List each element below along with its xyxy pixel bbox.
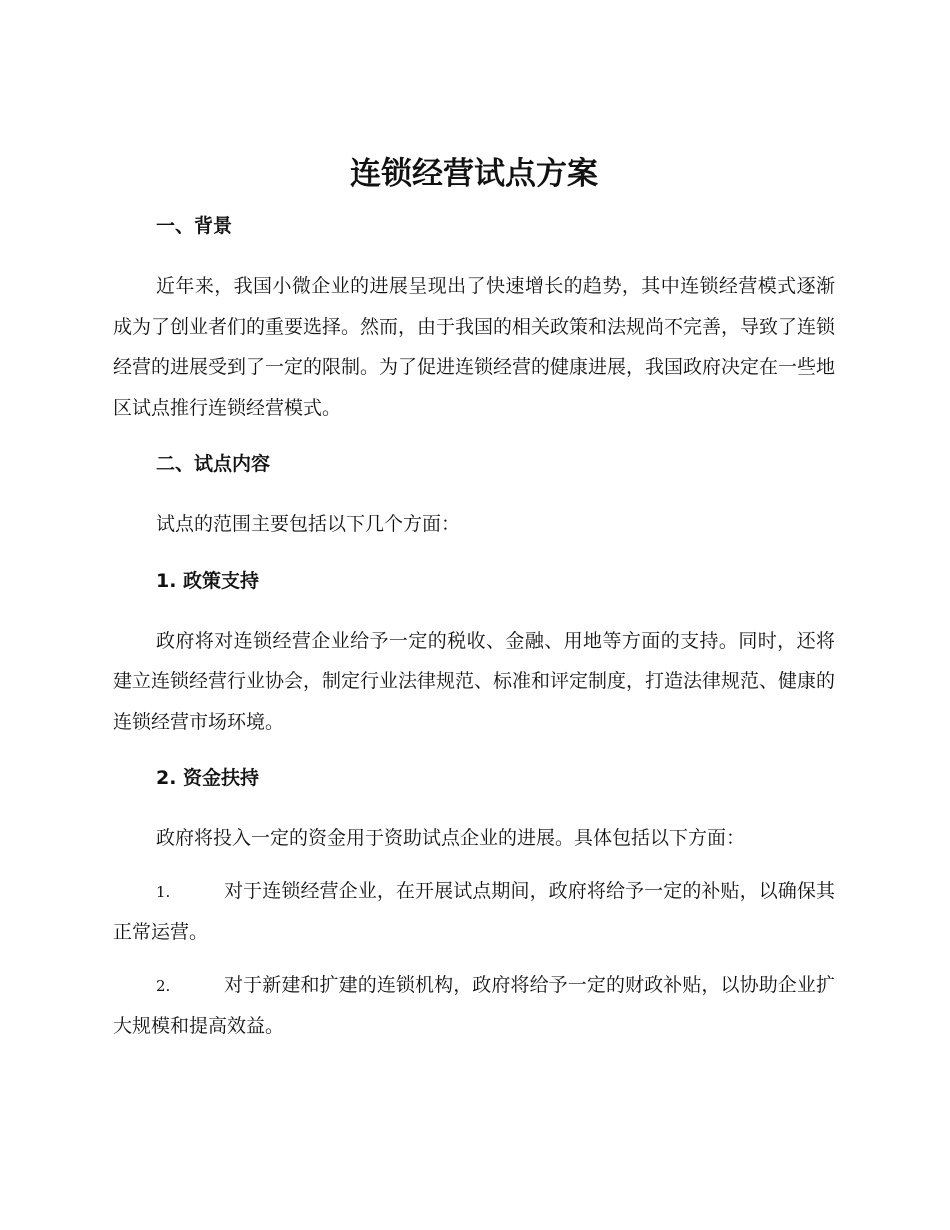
list-item-text: 对于连锁经营企业，在开展试点期间，政府将给予一定的补贴，以确保其正常运营。 [113,879,835,943]
list-item-number: 1. [156,882,171,901]
content-intro-paragraph: 试点的范围主要包括以下几个方面： [156,513,461,535]
list-item-number: 2. [156,976,171,995]
list-item [113,871,835,953]
background-paragraph: 近年来，我国小微企业的进展呈现出了快速增长的趋势，其中连锁经营模式逐渐成为了创业者们的重要选择。然而，由于我国的相关政策和法规尚不完善，导致了连锁经营的进展受到了一定的限制。为了促进连锁经营的健康进展，我国政府决定在一些地区试点推行连锁经营模式。 [113,275,836,419]
section-heading-background: 一、背景 [156,215,233,237]
funding-paragraph: 政府将投入一定的资金用于资助试点企业的进展。具体包括以下方面： [156,827,746,849]
subsection-heading-funding: 2. 资金扶持 [156,767,260,789]
subsection-heading-policy: 1. 政策支持 [156,569,260,592]
document-body [113,150,835,1059]
document-title: 连锁经营试点方案 [350,156,598,192]
list-item-text: 对于新建和扩建的连锁机构，政府将给予一定的财政补贴，以协助企业扩大规模和提高效益。 [113,973,835,1037]
section-heading-content: 二、试点内容 [156,453,271,475]
policy-paragraph: 政府将对连锁经营企业给予一定的税收、金融、用地等方面的支持。同时，还将建立连锁经营行业协会，制定行业法律规范、标准和评定制度，打造法律规范、健康的连锁经营市场环境。 [113,629,836,733]
list-item [113,965,835,1047]
